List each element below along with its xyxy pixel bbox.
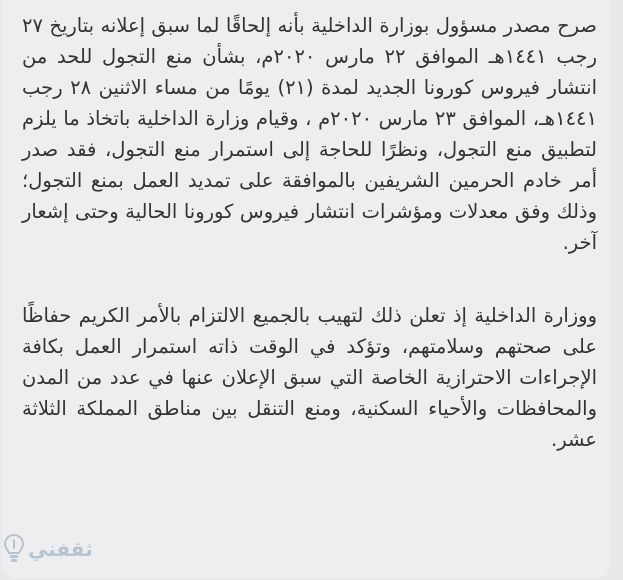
article-body [22, 10, 597, 455]
article-card [2, 0, 610, 578]
site-watermark [2, 532, 93, 566]
paragraph-spacer [22, 258, 597, 300]
article-paragraph-1: صرح مصدر مسؤول بوزارة الداخلية بأنه إلحاقًا لما سبق إعلانه بتاريخ ٢٧ رجب ١٤٤١هـ الموافق ٢٢ مارس ٢٠٢٠م، بشأن منع التجول للحد من انتشار فيروس كورونا الجديد لمدة (٢١) يومًا من مساء الاثنين ٢٨ رجب ١٤٤١هـ، الموافق ٢٣ مارس ٢٠٢٠م ، وقيام وزارة الداخلية باتخاذ ما يلزم لتطبيق منع التجول، ونظرًا للحاجة إلى استمرار منع التجول، فقد صدر أمر خادم الحرمين الشريفين بالموافقة على تمديد العمل بمنع التجول؛ وذلك وفق معدلات ومؤشرات انتشار فيروس كورونا الحالية وحتى إشعار آخر. [22, 14, 597, 254]
watermark-text: ثقفني [28, 537, 93, 561]
article-paragraph-2: ووزارة الداخلية إذ تعلن ذلك لتهيب بالجميع الالتزام بالأمر الكريم حفاظًا على صحتهم وسلامتهم، وتؤكد في الوقت ذاته استمرار العمل بكافة الإجراءات الاحترازية الخاصة التي سبق الإعلان عنها في عدد من المدن والمحافظات والأحياء السكنية، ومنع التنقل بين مناطق المملكة الثلاثة عشر. [22, 304, 597, 451]
lightbulb-icon [2, 532, 26, 566]
